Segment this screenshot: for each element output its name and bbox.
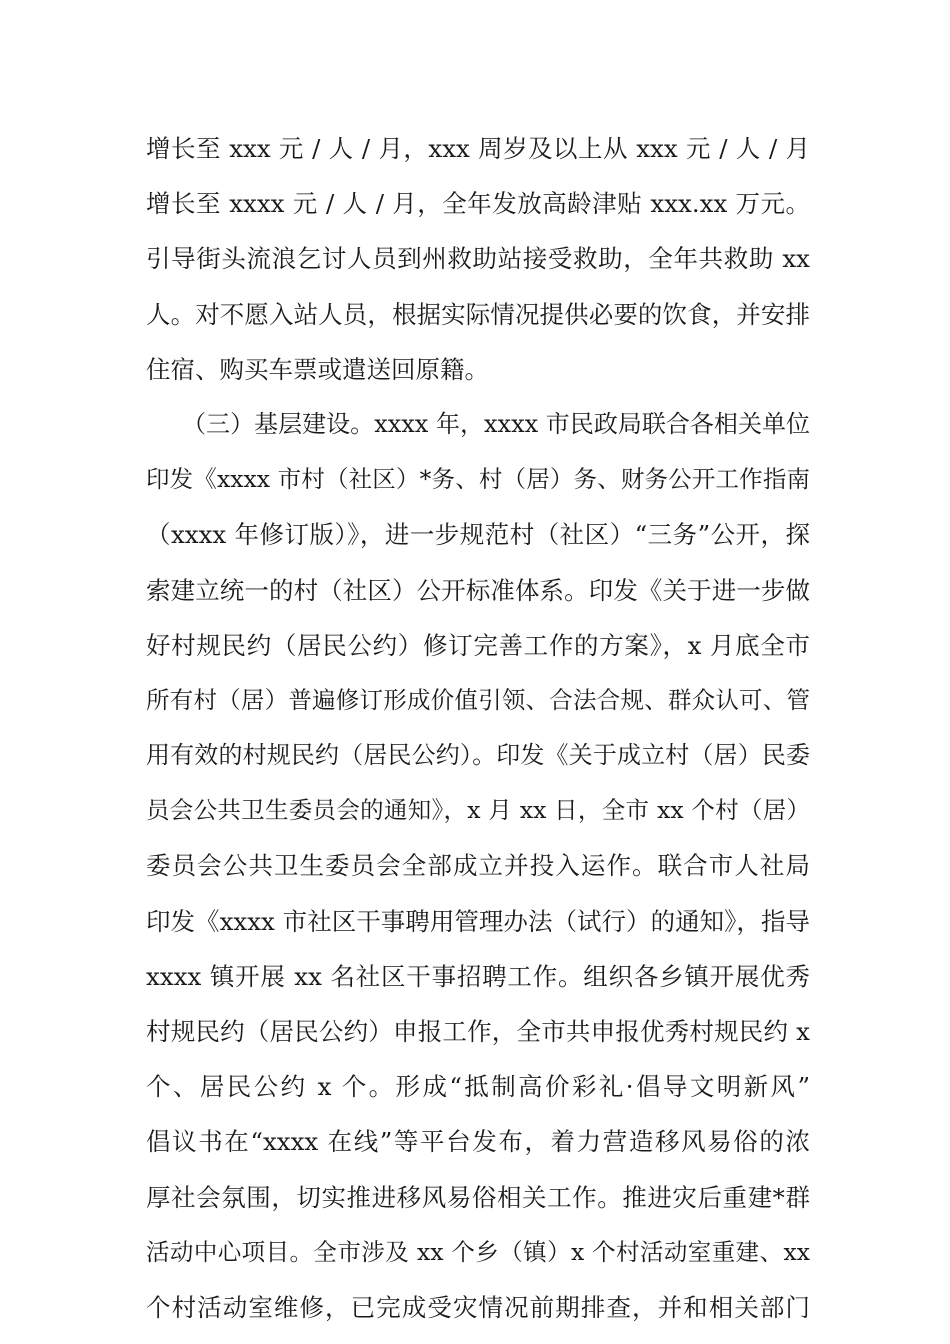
text-line: 印发《xxxx 市村（社区）*务、村（居）务、财务公开工作指南: [146, 465, 810, 494]
text-line: 个村活动室维修，已完成受灾情况前期排查，并和相关部门: [146, 1292, 810, 1322]
text-line: 村规民约（居民公约）申报工作，全市共申报优秀村规民约 x: [146, 1017, 810, 1046]
text-line: 委员会公共卫生委员会全部成立并投入运作。联合市人社局: [146, 851, 810, 881]
text-line: 增长至 xxx 元 / 人 / 月，xxx 周岁及以上从 xxx 元 / 人 / 月: [146, 134, 810, 163]
body-text: [146, 121, 810, 1335]
text-line: 活动中心项目。全市涉及 xx 个乡（镇）x 个村活动室重建、xx: [146, 1237, 810, 1266]
text-line: 用有效的村规民约（居民公约）。印发《关于成立村（居）民委: [146, 741, 810, 770]
text-line: 倡议书在“xxxx 在线”等平台发布，着力营造移风易俗的浓: [146, 1127, 810, 1157]
text-line: 个、居民公约 x 个。形成“抵制高价彩礼·倡导文明新风”: [146, 1072, 810, 1102]
text-line: 好村规民约（居民公约）修订完善工作的方案》，x 月底全市: [146, 630, 810, 660]
text-line: 引导街头流浪乞讨人员到州救助站接受救助，全年共救助 xx: [146, 244, 810, 274]
text-line: 员会公共卫生委员会的通知》，x 月 xx 日，全市 xx 个村（居）: [146, 796, 810, 825]
text-line: 人。对不愿入站人员，根据实际情况提供必要的饮食，并安排: [146, 299, 810, 329]
text-line: 索建立统一的村（社区）公开标准体系。印发《关于进一步做: [146, 575, 810, 605]
text-line: （xxxx 年修订版）》，进一步规范村（社区）“三务”公开，探: [146, 520, 810, 550]
text-line: 厚社会氛围，切实推进移风易俗相关工作。推进灾后重建*群: [146, 1182, 810, 1212]
text-line: 增长至 xxxx 元 / 人 / 月，全年发放高龄津贴 xxx.xx 万元。: [146, 189, 810, 219]
text-line: 住宿、购买车票或遣送回原籍。: [146, 354, 489, 384]
text-line: xxxx 镇开展 xx 名社区干事招聘工作。组织各乡镇开展优秀: [146, 961, 810, 991]
section-heading-line: （三）基层建设。xxxx 年，xxxx 市民政局联合各相关单位: [146, 409, 810, 438]
text-line: 所有村（居）普遍修订形成价值引领、合法合规、群众认可、管: [146, 685, 810, 714]
text-line: 印发《xxxx 市社区干事聘用管理办法（试行）的通知》，指导: [146, 906, 810, 936]
